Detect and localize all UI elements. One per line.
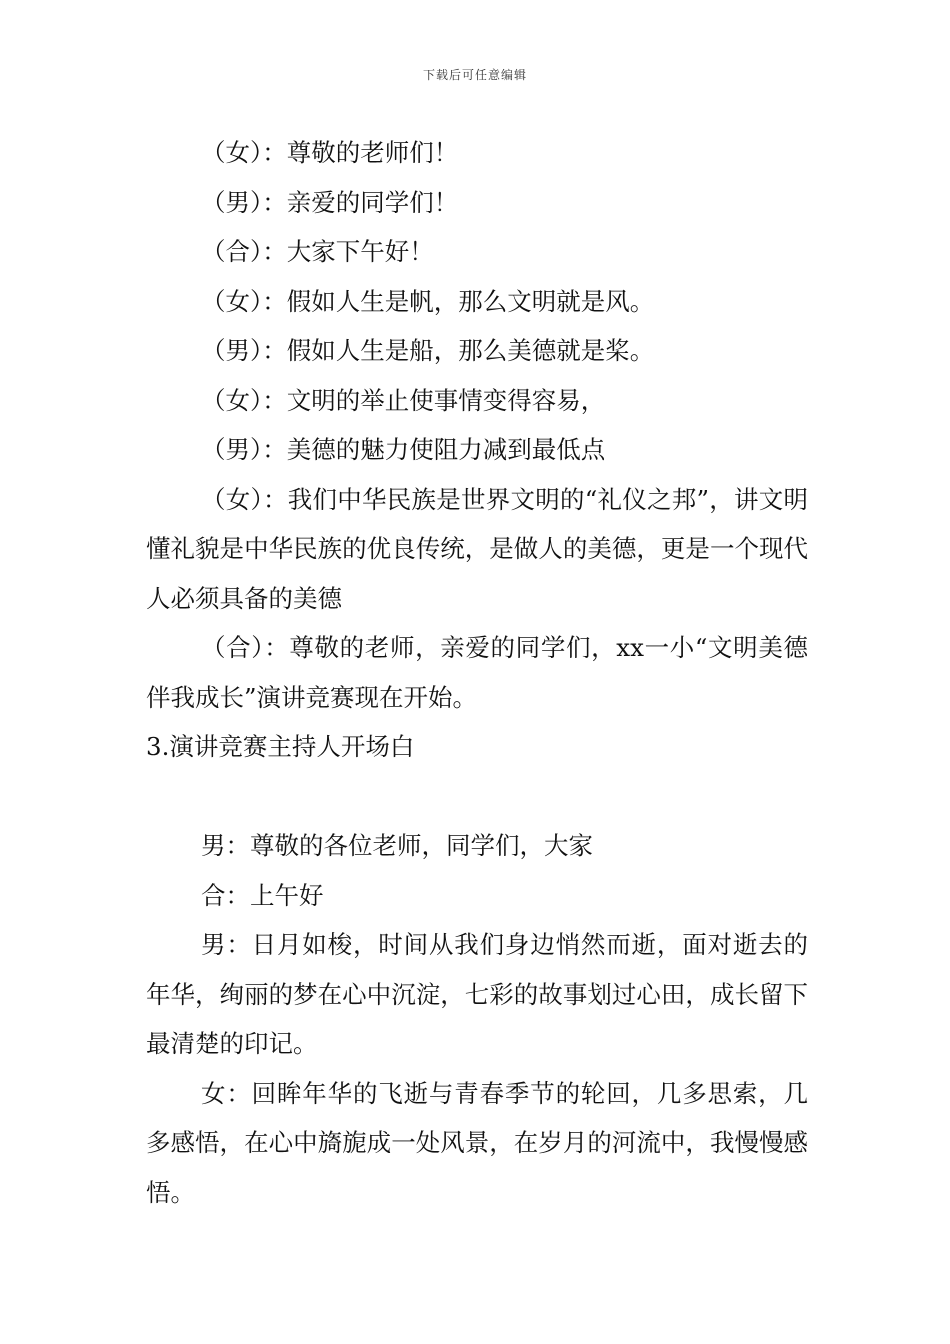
- paragraph: （女）：尊敬的老师们！: [201, 138, 459, 167]
- paragraph: （男）：美德的魅力使阻力减到最低点: [201, 435, 606, 464]
- paragraph: 男：日月如梭，时间从我们身边悄然而逝，面对逝去的年华，绚丽的梦在心中沉淀，七彩的故事划过心田，成长留下最清楚的印记。: [146, 930, 808, 1058]
- paragraph: （男）：假如人生是船，那么美德就是桨。: [201, 336, 655, 365]
- page-header: 下载后可任意编辑: [422, 68, 527, 82]
- paragraph: （合）：尊敬的老师，亲爱的同学们，xx一小“文明美德伴我成长”演讲竞赛现在开始。: [146, 633, 808, 712]
- paragraph: （女）：文明的举止使事情变得容易，: [201, 385, 606, 415]
- paragraph: 女：回眸年华的飞逝与青春季节的轮回，几多思索，几多感悟，在心中旖旎成一处风景，在岁月的河流中，我慢慢感悟。: [146, 1078, 808, 1207]
- section-heading: 3.演讲竞赛主持人开场白: [146, 732, 415, 761]
- paragraph: 男：尊敬的各位老师，同学们，大家: [201, 831, 593, 860]
- document-body: [146, 128, 808, 1217]
- paragraph: （男）：亲爱的同学们！: [201, 187, 459, 217]
- paragraph: （女）：假如人生是帆，那么文明就是风。: [201, 286, 655, 316]
- paragraph: 合：上午好: [201, 880, 324, 910]
- paragraph: （女）：我们中华民族是世界文明的“礼仪之邦”，讲文明懂礼貌是中华民族的优良传统，是做人的美德，更是一个现代人必须具备的美德: [146, 484, 808, 613]
- blank-line: [146, 772, 808, 822]
- paragraph: （合）：大家下午好！: [201, 237, 434, 266]
